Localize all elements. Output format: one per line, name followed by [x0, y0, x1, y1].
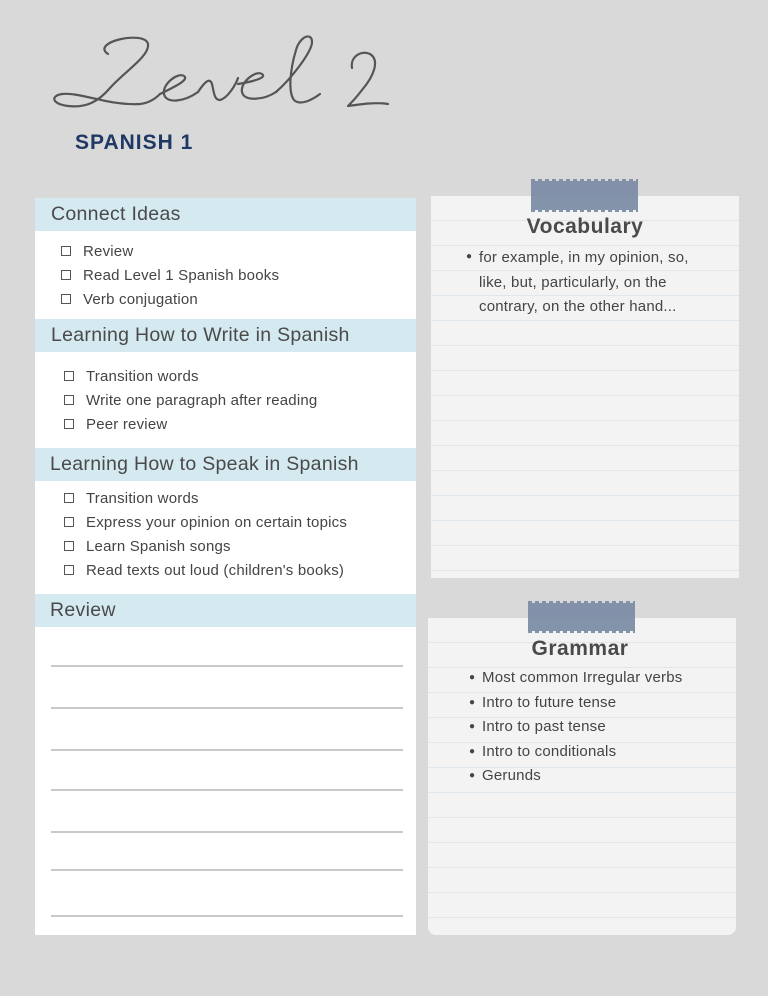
checkbox-icon[interactable] [64, 419, 74, 429]
checklist-connect-ideas [61, 240, 279, 312]
checklist-panel [35, 198, 416, 935]
checkbox-icon[interactable] [64, 395, 74, 405]
checklist-item[interactable] [64, 559, 347, 583]
list-item [469, 691, 682, 716]
list-item [469, 715, 682, 740]
checklist-item-label: Read Level 1 Spanish books [83, 267, 280, 284]
grammar-title: Grammar [531, 637, 629, 660]
checklist-item-label: Learn Spanish songs [86, 538, 231, 555]
checklist-item[interactable] [64, 365, 317, 389]
grammar-list [469, 666, 683, 789]
checklist-item[interactable] [64, 511, 347, 535]
checklist-item-label: Review [83, 243, 134, 260]
checklist-item-label: Peer review [86, 416, 168, 433]
checklist-item-label: Transition words [86, 490, 199, 507]
grammar-item-label: Intro to past tense [482, 718, 606, 735]
writing-line[interactable] [51, 831, 403, 833]
writing-line[interactable] [51, 707, 403, 709]
page-title [50, 22, 410, 122]
checklist-item[interactable] [64, 389, 317, 413]
checklist-item-label: Express your opinion on certain topics [86, 514, 348, 531]
grammar-item-label: Gerunds [482, 767, 541, 784]
checklist-speak [64, 487, 347, 583]
bullet-icon: ● [469, 721, 476, 732]
checklist-item[interactable] [64, 413, 317, 437]
checklist-item[interactable] [64, 487, 347, 511]
checklist-item[interactable] [61, 288, 279, 312]
bullet-icon: ● [469, 672, 476, 683]
checkbox-icon[interactable] [61, 270, 71, 280]
section-heading-speak: Learning How to Speak in Spanish [35, 448, 416, 481]
checklist-item-label: Transition words [86, 368, 199, 385]
writing-line[interactable] [51, 749, 403, 751]
checkbox-icon[interactable] [64, 541, 74, 551]
writing-line[interactable] [51, 869, 403, 871]
bullet-icon: ● [469, 696, 476, 708]
grammar-item-label: Intro to future tense [482, 693, 617, 711]
section-heading-connect-ideas: Connect Ideas [35, 198, 416, 231]
grammar-item-label: Most common Irregular verbs [482, 669, 683, 686]
subtitle: SPANISH 1 [75, 131, 194, 154]
bullet-icon: ● [466, 251, 473, 262]
section-heading-review: Review [35, 594, 416, 627]
writing-line[interactable] [51, 789, 403, 791]
tape-decoration [531, 181, 638, 210]
checklist-item-label: Write one paragraph after reading [86, 392, 318, 409]
bullet-icon: ● [469, 770, 476, 781]
checklist-item-label: Read texts out loud (children's books) [86, 562, 345, 579]
tape-decoration [528, 603, 635, 631]
bullet-icon: ● [469, 745, 476, 757]
writing-line[interactable] [51, 665, 403, 667]
checkbox-icon[interactable] [61, 294, 71, 304]
vocabulary-text: for example, in my opinion, so, like, but, particularly, on the contrary, on the other hand... [479, 249, 689, 315]
list-item [469, 666, 683, 691]
checklist-write [64, 365, 317, 437]
list-item [469, 740, 682, 765]
vocabulary-title: Vocabulary [526, 215, 644, 238]
checklist-item[interactable] [61, 264, 279, 288]
checkbox-icon[interactable] [64, 517, 74, 527]
title-script-art [50, 22, 410, 122]
writing-line[interactable] [51, 915, 403, 917]
checkbox-icon[interactable] [64, 493, 74, 503]
checkbox-icon[interactable] [64, 565, 74, 575]
list-item [469, 764, 682, 789]
checklist-item[interactable] [61, 240, 279, 264]
checklist-item[interactable] [64, 535, 347, 559]
grammar-item-label: Intro to conditionals [482, 742, 617, 760]
checklist-item-label: Verb conjugation [83, 291, 198, 308]
section-heading-write: Learning How to Write in Spanish [35, 319, 416, 352]
checkbox-icon[interactable] [61, 246, 71, 256]
checkbox-icon[interactable] [64, 371, 74, 381]
